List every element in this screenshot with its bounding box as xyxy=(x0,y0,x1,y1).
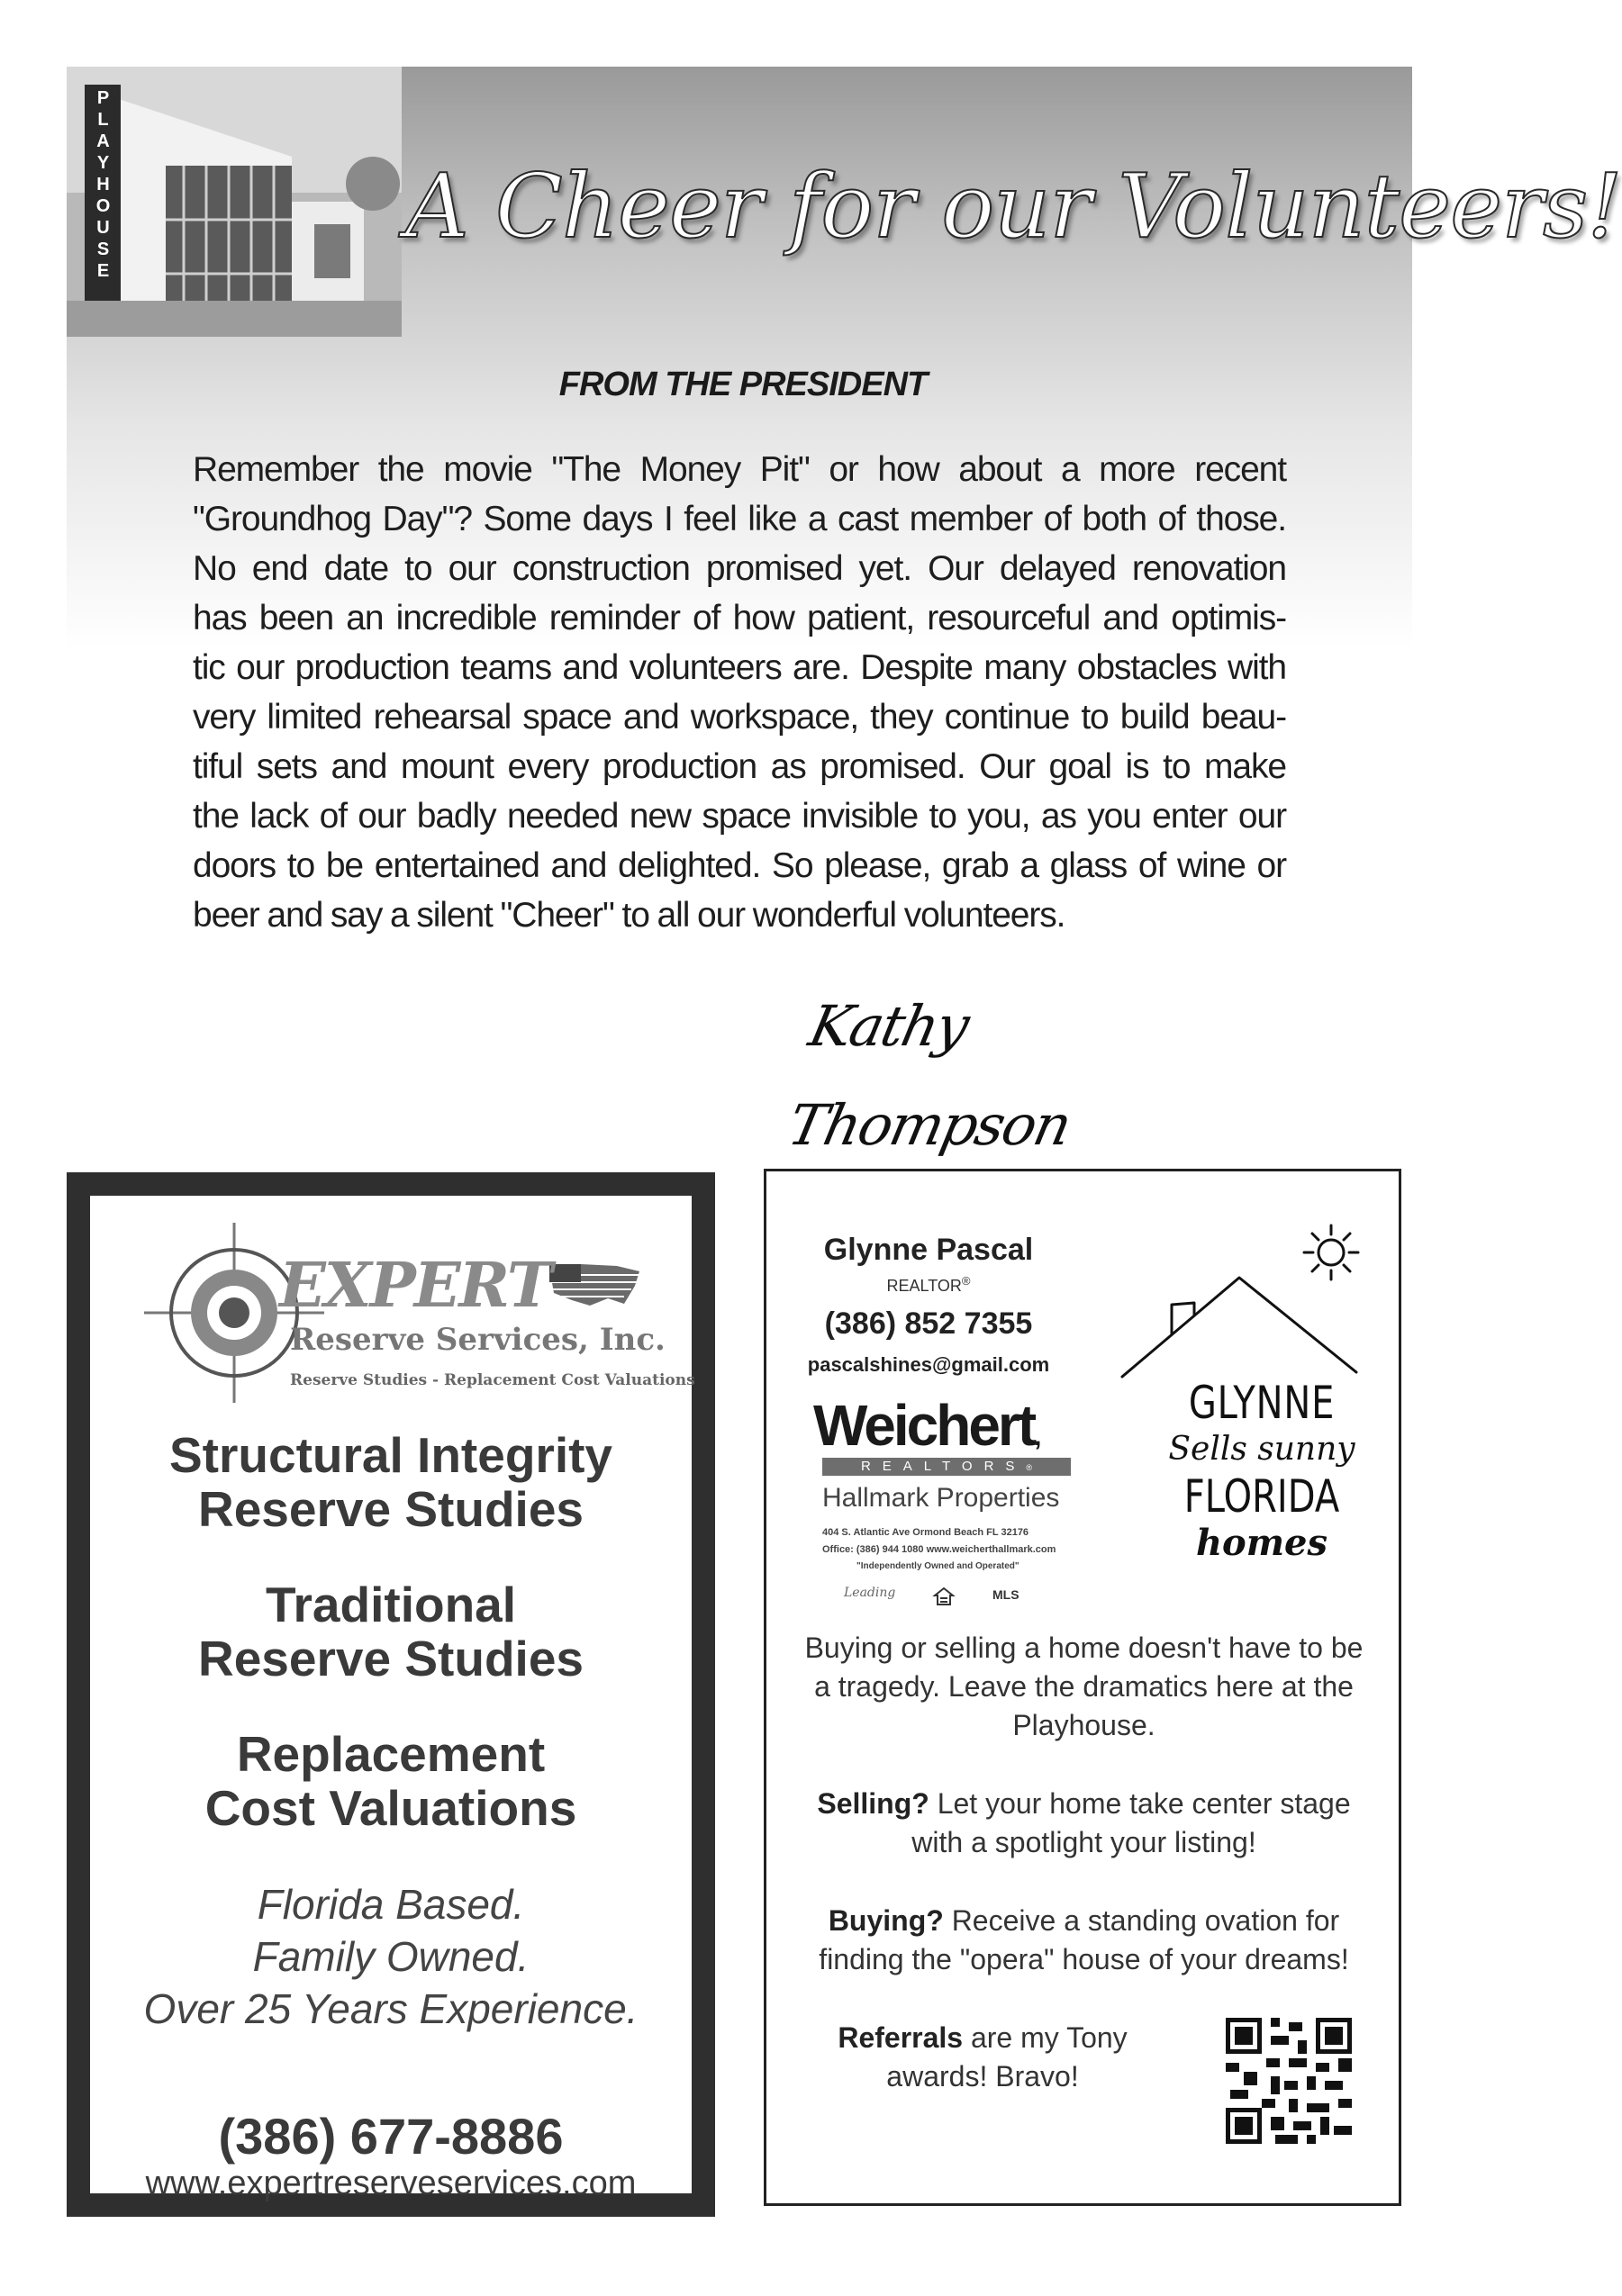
selling-paragraph xyxy=(802,1785,1365,1862)
expert-website: www.expertreserveservices.com xyxy=(145,2165,637,2202)
equal-housing-icon xyxy=(934,1587,954,1605)
expert-logo-tagline: Reserve Studies - Replacement Cost Valuations xyxy=(290,1371,695,1389)
playhouse-sign xyxy=(89,88,116,286)
expert-taglines xyxy=(90,1878,692,2035)
section-heading: FROM THE PRESIDENT xyxy=(558,366,928,403)
service-line: Replacement xyxy=(236,1726,546,1782)
agent-email: pascalshines@gmail.com xyxy=(807,1353,1050,1376)
brokerage-subtitle xyxy=(822,1458,1071,1476)
brokerage-sub-mark: ® xyxy=(1026,1463,1033,1472)
agent-title-text: REALTOR xyxy=(886,1277,962,1295)
leading-logo: Leading xyxy=(844,1586,896,1600)
referrals-paragraph xyxy=(802,2019,1163,2096)
service-line: Traditional xyxy=(265,1577,517,1632)
service-line: Reserve Studies xyxy=(198,1631,584,1686)
service-line: Cost Valuations xyxy=(204,1780,577,1836)
brokerage-mark: , xyxy=(1034,1422,1039,1451)
service-line: Reserve Studies xyxy=(198,1481,584,1537)
letter-line: very limited rehearsal space and workspace, they continue to build beau- xyxy=(193,698,1286,737)
service-replacement xyxy=(90,1727,692,1835)
office-contact: Office: (386) 944 1080 www.weicherthallmark.com xyxy=(822,1544,1056,1555)
signature: Kathy Thompson xyxy=(782,993,1076,1158)
letter-line: has been an incredible reminder of how patient, resourceful and optimis- xyxy=(193,599,1286,637)
agent-title xyxy=(802,1274,1055,1296)
sketch-line: FLORIDA xyxy=(1183,1470,1340,1523)
service-traditional xyxy=(90,1577,692,1686)
letter-line: tiful sets and mount every production as promised. Our goal is to make xyxy=(193,747,1286,786)
buying-text: Receive a standing ovation for finding the "opera" house of your dreams! xyxy=(819,1904,1349,1975)
office-independent: "Independently Owned and Operated" xyxy=(856,1561,1019,1571)
tagline: Family Owned. xyxy=(252,1933,530,1980)
buying-paragraph xyxy=(802,1902,1365,1979)
playhouse-sign-text: PLAYHOUSE xyxy=(93,88,113,283)
letter-line: the lack of our badly needed new space invisible to you, as you enter our xyxy=(193,797,1286,836)
expert-logo xyxy=(144,1223,695,1403)
service-structural-integrity xyxy=(90,1428,692,1536)
agent-phone: (386) 852 7355 xyxy=(824,1306,1033,1341)
expert-reserve-ad xyxy=(67,1172,715,2217)
intro-paragraph: Buying or selling a home doesn't have to be a tragedy. Leave the dramatics here at the Playhouse. xyxy=(804,1632,1364,1741)
sketch-text xyxy=(1136,1377,1388,1564)
expert-logo-name: EXPERT xyxy=(279,1250,551,1322)
realtor-ad xyxy=(764,1169,1401,2206)
referrals-label: Referrals xyxy=(838,2021,964,2054)
mls-logo: MLS xyxy=(992,1587,1019,1602)
sketch-line: Sells sunny xyxy=(1168,1431,1355,1468)
expert-logo-company: Reserve Services, Inc. xyxy=(290,1322,666,1358)
brokerage-logo xyxy=(813,1392,1083,1459)
selling-text: Let your home take center stage with a spotlight your listing! xyxy=(911,1787,1351,1858)
selling-label: Selling? xyxy=(817,1787,929,1820)
letter-line: doors to be entertained and delighted. So please, grab a glass of wine or xyxy=(193,846,1286,885)
tagline: Florida Based. xyxy=(257,1881,525,1928)
letter-line: beer and say a silent "Cheer" to all our wonderful volunteers. xyxy=(193,896,1065,935)
qr-code[interactable] xyxy=(1226,2018,1352,2144)
buying-label: Buying? xyxy=(828,1904,944,1937)
tagline: Over 25 Years Experience. xyxy=(143,1985,639,2032)
sketch-line: homes xyxy=(1195,1522,1328,1564)
service-line: Structural Integrity xyxy=(168,1427,613,1483)
sketch-line: GLYNNE xyxy=(1188,1377,1336,1429)
president-letter xyxy=(193,445,1286,940)
letter-line: Remember the movie "The Money Pit" or how about a more recent xyxy=(193,450,1286,489)
usa-flag-map-icon xyxy=(545,1259,644,1313)
referrals-text: are my Tony awards! Bravo! xyxy=(886,2021,1128,2093)
headline: A Cheer for our Volunteers! xyxy=(405,156,1622,258)
expert-phone: (386) 677-8886 xyxy=(218,2108,564,2165)
playhouse-building-photo xyxy=(67,67,402,337)
affiliation-logos xyxy=(844,1582,1060,1609)
brokerage-sub-text: REALTORS xyxy=(860,1459,1027,1474)
letter-line: No end date to our construction promised yet. Our delayed renovation xyxy=(193,549,1286,588)
letter-line: "Groundhog Day"? Some days I feel like a cast member of both of those. xyxy=(193,500,1286,538)
office-address: 404 S. Atlantic Ave Ormond Beach FL 32176 xyxy=(822,1527,1029,1538)
registered-mark: ® xyxy=(961,1274,971,1288)
letter-line: tic our production teams and volunteers are. Despite many obstacles with xyxy=(193,648,1286,687)
brokerage-office: Hallmark Properties xyxy=(822,1483,1060,1513)
agent-name: Glynne Pascal xyxy=(823,1233,1034,1267)
brokerage-name: Weichert xyxy=(813,1393,1035,1458)
